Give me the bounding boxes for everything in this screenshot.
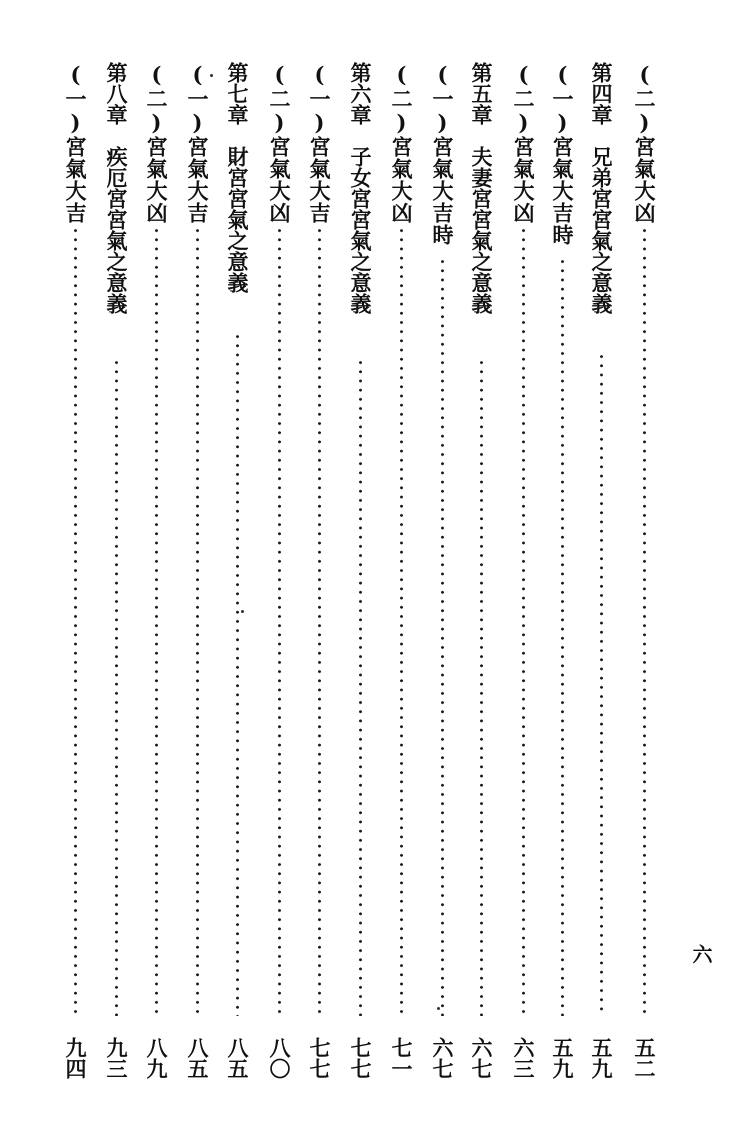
toc-entry-page: 八九 <box>144 1037 169 1079</box>
toc-entry-title: (二)宮氣大凶 <box>267 62 292 224</box>
toc-entry <box>222 62 252 1142</box>
toc-entry-page: 七一 <box>389 1037 414 1079</box>
page-folio: 六 <box>689 944 713 964</box>
toc-entry <box>101 62 131 1142</box>
dot-leader <box>561 257 564 1016</box>
toc-entry-page: 八五 <box>185 1037 210 1079</box>
dot-leader <box>643 226 646 1016</box>
toc-entry <box>629 62 659 1142</box>
toc-entry-page: 七七 <box>307 1037 332 1079</box>
toc-entry <box>304 62 334 1142</box>
toc-entry-title: (二)宮氣大凶 <box>389 62 414 224</box>
toc-entry <box>508 62 538 1142</box>
toc-entry <box>386 62 416 1142</box>
toc-entry-title: (一)宮氣大吉 <box>307 62 332 224</box>
dot-leader <box>480 358 483 1016</box>
toc-entry-title: (一)宮氣大吉 <box>185 62 210 224</box>
dot-leader <box>155 226 158 1016</box>
toc-entry-title: 第五章 夫妻宮宮氣之意義 <box>469 62 494 314</box>
toc-entry-title: 第四章 兄弟宮宮氣之意義 <box>589 62 614 314</box>
dot-leader <box>318 226 321 1016</box>
toc-entry-page: 五二 <box>632 1037 657 1079</box>
toc-entry-title: (二)宮氣大凶 <box>632 62 657 224</box>
toc-entry-title: (一)宮氣大吉 <box>63 62 88 224</box>
toc-entry-page: 五九 <box>550 1037 575 1079</box>
toc-entry <box>182 62 212 1142</box>
toc-entry <box>586 62 616 1142</box>
scan-speck <box>210 74 213 77</box>
scan-speck <box>437 1007 440 1010</box>
toc-entry-title: 第六章 子女宮宮氣之意義 <box>348 62 373 314</box>
dot-leader <box>74 226 77 1016</box>
dot-leader <box>400 226 403 1016</box>
scan-speck <box>241 610 244 613</box>
toc-entry-title: 第八章 疾厄宮宮氣之意義 <box>104 62 129 314</box>
toc-entry-page: 八五 <box>225 1037 250 1079</box>
toc-entry-title: (一)宮氣大吉時 <box>550 62 575 246</box>
toc-entry-page: 八〇 <box>267 1037 292 1079</box>
toc-entry-title: (二)宮氣大凶 <box>511 62 536 224</box>
toc-entry-page: 六三 <box>511 1037 536 1079</box>
toc-entry <box>264 62 294 1142</box>
toc-entry-page: 五九 <box>589 1037 614 1079</box>
toc-entry-page: 六七 <box>430 1037 455 1079</box>
dot-leader <box>196 226 199 1016</box>
toc-entry-page: 九三 <box>104 1037 129 1079</box>
dot-leader <box>359 358 362 1016</box>
dot-leader <box>278 226 281 1016</box>
toc-entry-page: 七七 <box>348 1037 373 1079</box>
dot-leader <box>441 257 444 1016</box>
toc-entry <box>547 62 577 1142</box>
toc-entry-page: 六七 <box>469 1037 494 1079</box>
dot-leader <box>115 358 118 1016</box>
toc-entry-page: 九四 <box>63 1037 88 1079</box>
toc-entry-title: 第七章 財宮宮氣之意義 <box>225 62 250 293</box>
toc-entry <box>60 62 90 1142</box>
toc-entry <box>141 62 171 1142</box>
dot-leader <box>236 332 239 1016</box>
toc-entry <box>427 62 457 1142</box>
toc-entry-title: (一)宮氣大吉時 <box>430 62 455 246</box>
dot-leader <box>600 352 603 1016</box>
dot-leader <box>522 226 525 1016</box>
toc-entry <box>466 62 496 1142</box>
toc-entry-title: (二)宮氣大凶 <box>144 62 169 224</box>
toc-entry <box>345 62 375 1142</box>
